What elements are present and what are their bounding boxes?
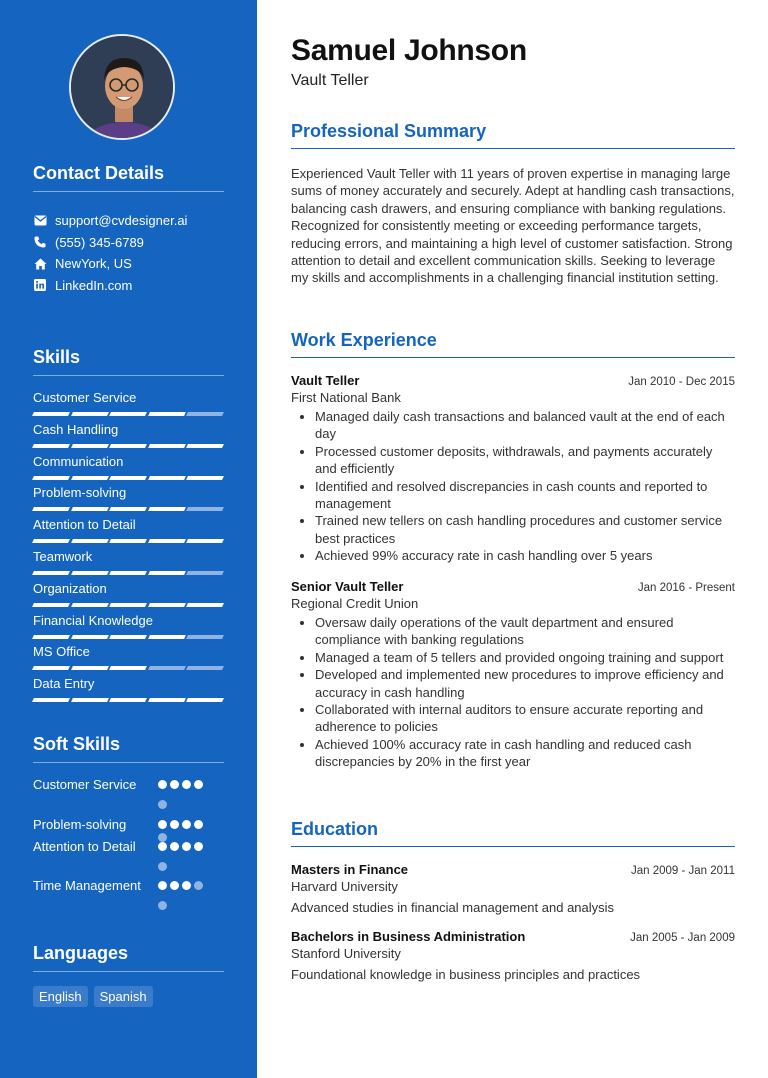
candidate-name: Samuel Johnson bbox=[291, 34, 527, 67]
soft-skill-item bbox=[33, 838, 223, 877]
skill-level-segment bbox=[148, 539, 185, 543]
job-dates: Jan 2010 - Dec 2015 bbox=[628, 376, 735, 388]
rating-dot bbox=[182, 881, 191, 890]
skill-level-segment bbox=[148, 507, 185, 511]
skill-level-segment bbox=[71, 476, 108, 480]
skill-item bbox=[33, 517, 223, 549]
skill-level-segment bbox=[148, 698, 185, 702]
education-entry bbox=[291, 929, 735, 982]
language-tag: English bbox=[33, 986, 88, 1007]
skill-level-segment bbox=[186, 444, 223, 448]
soft-skill-rating bbox=[153, 838, 209, 877]
contact-location bbox=[33, 253, 233, 275]
job-bullet: • Processed customer deposits, withdrawals, and payments accurately and efficiently bbox=[315, 443, 735, 478]
skill-level-segment bbox=[148, 476, 185, 480]
rating-dot bbox=[158, 820, 167, 829]
soft-skills-list bbox=[33, 776, 223, 917]
skill-item bbox=[33, 676, 223, 708]
summary-text: Experienced Vault Teller with 11 years of proven expertise in managing large sums of money accurately and securely. Adept at handling cash transactions, balancing cash drawers, and ensuring compliance with banking regulations. Recognized for consistently meeting or exceeding performance targets, reducing errors, and maintaining a high level of customer satisfaction. Strong attention to detail and excellent communication skills. Seeking to leverage my skills and accomplishments in a challenging financial institution setting. bbox=[291, 166, 735, 286]
skill-level-segment bbox=[148, 635, 185, 639]
job-bullets bbox=[291, 614, 735, 771]
education-degree: Masters in Finance bbox=[291, 862, 409, 877]
skill-level-bar bbox=[33, 476, 223, 480]
job-bullets bbox=[291, 408, 735, 565]
skill-level-segment bbox=[71, 666, 108, 670]
skill-level-bar bbox=[33, 507, 223, 511]
skill-level-segment bbox=[71, 571, 108, 575]
rating-dot bbox=[158, 901, 167, 910]
skill-level-segment bbox=[71, 603, 108, 607]
skill-level-segment bbox=[109, 698, 146, 702]
skill-name: Cash Handling bbox=[33, 421, 119, 437]
soft-skill-name: Customer Service bbox=[33, 777, 137, 792]
skill-level-segment bbox=[32, 666, 69, 670]
job-role: Vault Teller bbox=[291, 373, 360, 388]
skill-level-segment bbox=[148, 603, 185, 607]
contact-email-text: support@cvdesigner.ai bbox=[55, 213, 188, 229]
skill-level-segment bbox=[32, 476, 69, 480]
skill-item bbox=[33, 390, 223, 422]
skill-level-segment bbox=[71, 698, 108, 702]
skill-level-bar bbox=[33, 539, 223, 543]
skill-level-bar bbox=[33, 412, 223, 416]
skill-level-segment bbox=[32, 635, 69, 639]
skill-level-segment bbox=[109, 444, 146, 448]
languages-list bbox=[33, 986, 153, 1007]
skill-item bbox=[33, 422, 223, 454]
skill-level-segment bbox=[32, 698, 69, 702]
job-bullet: • Oversaw daily operations of the vault department and ensured compliance with banking regulations bbox=[315, 614, 735, 649]
soft-skill-item bbox=[33, 877, 223, 917]
contact-email[interactable] bbox=[33, 210, 233, 232]
skill-level-bar bbox=[33, 571, 223, 575]
job-bullet: • Managed a team of 5 tellers and provided ongoing training and support bbox=[315, 649, 735, 666]
skill-level-segment bbox=[32, 603, 69, 607]
contact-linkedin-text: LinkedIn.com bbox=[55, 277, 133, 293]
profile-photo bbox=[71, 36, 175, 140]
skill-level-segment bbox=[186, 698, 223, 702]
education-desc: Foundational knowledge in business principles and practices bbox=[291, 967, 641, 982]
job-bullet: • Collaborated with internal auditors to ensure accurate reporting and adherence to policies bbox=[315, 701, 735, 736]
skill-name: Attention to Detail bbox=[33, 517, 136, 533]
skill-item bbox=[33, 549, 223, 581]
language-tag: Spanish bbox=[94, 986, 153, 1007]
skill-name: Customer Service bbox=[33, 390, 137, 405]
skill-name: MS Office bbox=[33, 644, 90, 660]
skill-level-segment bbox=[109, 603, 146, 607]
education-school: Harvard University bbox=[291, 879, 398, 894]
education-desc: Advanced studies in financial management and analysis bbox=[291, 900, 615, 915]
skill-level-bar bbox=[33, 603, 223, 607]
contact-list bbox=[33, 210, 233, 296]
skill-level-segment bbox=[32, 507, 69, 511]
rating-dot bbox=[158, 800, 167, 809]
summary-heading: Professional Summary bbox=[291, 121, 735, 149]
skill-level-segment bbox=[32, 412, 69, 416]
rating-dot bbox=[194, 881, 203, 890]
skill-level-segment bbox=[71, 444, 108, 448]
soft-skill-name: Attention to Detail bbox=[33, 839, 136, 854]
job-entry bbox=[291, 373, 735, 565]
skill-level-segment bbox=[71, 507, 108, 511]
skill-level-segment bbox=[32, 571, 69, 575]
skill-level-segment bbox=[186, 539, 223, 543]
rating-dot bbox=[194, 820, 203, 829]
job-bullet: • Identified and resolved discrepancies in cash counts and reported to management bbox=[315, 478, 735, 513]
skill-level-segment bbox=[109, 635, 146, 639]
job-org: Regional Credit Union bbox=[291, 596, 419, 611]
education-degree: Bachelors in Business Administration bbox=[291, 929, 526, 944]
job-dates: Jan 2016 - Present bbox=[637, 582, 735, 594]
rating-dot bbox=[158, 881, 167, 890]
skill-name: Organization bbox=[33, 580, 107, 596]
soft-skill-name: Problem-solving bbox=[33, 817, 127, 832]
job-bullet: • Developed and implemented new procedures to improve efficiency and accuracy in cash handling bbox=[315, 666, 735, 701]
contact-phone-text: (555) 345-6789 bbox=[55, 234, 144, 250]
rating-dot bbox=[194, 842, 203, 851]
sidebar bbox=[0, 0, 257, 1078]
skill-item bbox=[33, 644, 223, 676]
skill-name: Financial Knowledge bbox=[33, 612, 153, 628]
skill-level-segment bbox=[186, 571, 223, 575]
rating-dot bbox=[170, 820, 179, 829]
skill-level-segment bbox=[186, 666, 223, 670]
skill-item bbox=[33, 581, 223, 613]
phone-icon bbox=[33, 235, 47, 249]
rating-dot bbox=[182, 842, 191, 851]
skill-level-segment bbox=[71, 412, 108, 416]
soft-skill-name: Time Management bbox=[33, 878, 141, 893]
rating-dot bbox=[158, 862, 167, 871]
contact-linkedin[interactable] bbox=[33, 275, 233, 297]
job-bullet: • Achieved 100% accuracy rate in cash handling and reduced cash discrepancies by 20% in the first year bbox=[315, 736, 735, 771]
skill-level-segment bbox=[32, 539, 69, 543]
envelope-icon bbox=[33, 214, 47, 228]
skill-item bbox=[33, 454, 223, 486]
rating-dot bbox=[158, 842, 167, 851]
skill-level-segment bbox=[109, 666, 146, 670]
skill-level-segment bbox=[32, 444, 69, 448]
job-bullet: • Achieved 99% accuracy rate in cash handling over 5 years bbox=[315, 547, 735, 564]
rating-dot bbox=[170, 842, 179, 851]
skill-name: Problem-solving bbox=[33, 485, 127, 501]
job-entry bbox=[291, 579, 735, 771]
candidate-title: Vault Teller bbox=[291, 72, 369, 89]
languages-heading: Languages bbox=[33, 943, 224, 972]
skills-heading: Skills bbox=[33, 347, 224, 376]
skill-level-bar bbox=[33, 698, 223, 702]
avatar bbox=[69, 34, 175, 140]
skill-level-segment bbox=[71, 539, 108, 543]
soft-skill-rating bbox=[153, 776, 209, 816]
experience-heading: Work Experience bbox=[291, 330, 735, 358]
soft-skill-item bbox=[33, 776, 223, 816]
contact-heading: Contact Details bbox=[33, 163, 224, 192]
soft-skill-rating bbox=[153, 877, 209, 917]
skill-level-segment bbox=[186, 635, 223, 639]
skill-level-bar bbox=[33, 666, 223, 670]
rating-dot bbox=[182, 780, 191, 789]
job-org: First National Bank bbox=[291, 390, 401, 405]
skill-level-segment bbox=[148, 444, 185, 448]
job-role: Senior Vault Teller bbox=[291, 579, 404, 594]
contact-location-text: NewYork, US bbox=[55, 256, 132, 272]
skill-item bbox=[33, 485, 223, 517]
education-school: Stanford University bbox=[291, 946, 401, 961]
skills-list bbox=[33, 390, 223, 708]
education-dates: Jan 2005 - Jan 2009 bbox=[630, 932, 735, 944]
job-bullet: • Managed daily cash transactions and balanced vault at the end of each day bbox=[315, 408, 735, 443]
skill-level-segment bbox=[148, 412, 185, 416]
education-entry bbox=[291, 862, 735, 915]
skill-level-bar bbox=[33, 635, 223, 639]
education-heading: Education bbox=[291, 819, 735, 847]
skill-level-segment bbox=[109, 539, 146, 543]
skill-level-segment bbox=[148, 666, 185, 670]
skill-level-segment bbox=[186, 412, 223, 416]
skill-level-segment bbox=[71, 635, 108, 639]
skill-item bbox=[33, 613, 223, 645]
home-icon bbox=[33, 257, 47, 271]
skill-name: Communication bbox=[33, 453, 124, 469]
rating-dot bbox=[182, 820, 191, 829]
skill-level-segment bbox=[109, 476, 146, 480]
rating-dot bbox=[170, 881, 179, 890]
skill-level-segment bbox=[186, 476, 223, 480]
rating-dot bbox=[194, 780, 203, 789]
skill-level-segment bbox=[186, 507, 223, 511]
rating-dot bbox=[170, 780, 179, 789]
soft-skills-heading: Soft Skills bbox=[33, 734, 224, 763]
education-dates: Jan 2009 - Jan 2011 bbox=[630, 865, 735, 877]
skill-level-segment bbox=[148, 571, 185, 575]
job-bullet: • Trained new tellers on cash handling procedures and customer service best practices bbox=[315, 512, 735, 547]
skill-name: Data Entry bbox=[33, 676, 95, 692]
skill-name: Teamwork bbox=[33, 548, 93, 564]
skill-level-segment bbox=[109, 507, 146, 511]
skill-level-bar bbox=[33, 444, 223, 448]
soft-skill-rating bbox=[153, 816, 209, 838]
linkedin-icon bbox=[33, 278, 47, 292]
contact-phone[interactable] bbox=[33, 232, 233, 254]
skill-level-segment bbox=[109, 412, 146, 416]
soft-skill-item bbox=[33, 816, 223, 838]
skill-level-segment bbox=[109, 571, 146, 575]
skill-level-segment bbox=[186, 603, 223, 607]
rating-dot bbox=[158, 780, 167, 789]
